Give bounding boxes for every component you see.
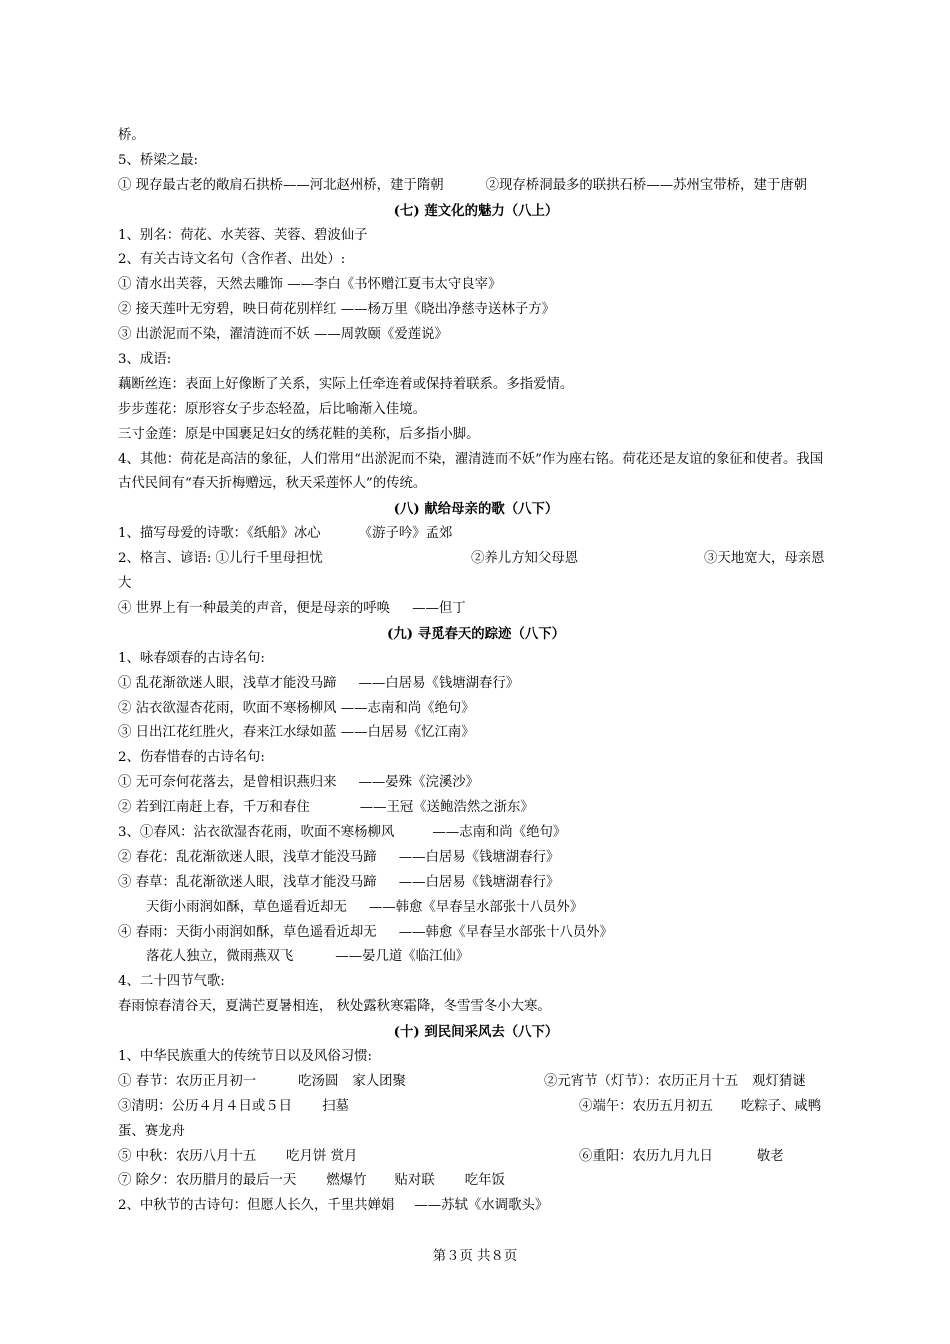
text-segment: ① 乱花渐欲迷人眼，浅草才能没马蹄 (118, 675, 337, 691)
text-line (118, 174, 834, 199)
text-line (118, 896, 834, 921)
text-segment: ——苏轼《水调歌头》 (414, 1198, 549, 1214)
text-segment: ——白居易《钱塘湖春行》 (358, 675, 520, 691)
text-segment: ③清明：公历４月４日或５日 (118, 1098, 293, 1114)
text-segment: ——韩愈《早春呈水部张十八员外》 (368, 899, 584, 915)
text-line (118, 846, 834, 871)
text-line (118, 921, 834, 946)
text-segment: 2、中秋节的古诗句：但愿人长久，千里共婵娟 (118, 1198, 395, 1214)
text-line (118, 796, 834, 821)
text-line: 3、成语: (118, 352, 172, 368)
text-segment: 3、①春风：沾衣欲湿杏花雨，吹面不寒杨柳风 (118, 824, 395, 840)
text-line: 春雨惊春清谷天，夏满芒夏暑相连， 秋处露秋寒霜降，冬雪雪冬小大寒。 (118, 999, 551, 1015)
text-segment (579, 1145, 784, 1170)
text-segment: ——白居易《钱塘湖春行》 (398, 874, 560, 890)
section-heading-10: (十) 到民间采风去（八下） (393, 1024, 559, 1041)
text-segment: 天街小雨润如酥，草色遥看近却无 (146, 899, 347, 915)
text-segment: 观灯猜谜 (752, 1073, 806, 1089)
text-segment (544, 1070, 806, 1095)
text-segment: ②元宵节（灯节）：农历正月十五 (544, 1073, 739, 1089)
text-segment: ——志南和尚《绝句》 (432, 824, 567, 840)
text-segment: 吃月饼 赏月 (286, 1148, 358, 1164)
text-segment: ——白居易《钱塘湖春行》 (398, 849, 560, 865)
text-segment: ① 无可奈何花落去，是曾相识燕归来 (118, 775, 337, 791)
text-line (118, 821, 834, 846)
text-segment: 燃爆竹 (326, 1173, 367, 1189)
text-segment (118, 1070, 544, 1095)
text-line (118, 1194, 834, 1219)
text-segment: ① 现存最古老的敞肩石拱桥——河北赵州桥，建于隋朝 (118, 177, 444, 193)
text-line (118, 672, 834, 697)
section-heading-7: (七) 莲文化的魅力（八上） (393, 202, 559, 219)
text-segment (579, 1095, 821, 1120)
text-segment: ②养儿方知父母恩 (471, 551, 579, 567)
text-segment: ——晏几道《临江仙》 (335, 949, 470, 965)
text-segment: 敬老 (756, 1148, 784, 1164)
text-segment: ⑦ 除夕：农历腊月的最后一天 (118, 1173, 297, 1189)
text-segment: ④ 春雨：天街小雨润如酥，草色遥看近却无 (118, 924, 377, 940)
text-line: 1、中华民族重大的传统节日以及风俗习惯: (118, 1048, 373, 1064)
page-footer: 第３页 共８页 (432, 1249, 518, 1264)
text-segment: ② 若到江南赶上春，千万和春住 (118, 800, 310, 816)
text-segment: 扫墓 (322, 1098, 349, 1114)
text-segment (118, 1095, 579, 1120)
text-line (118, 522, 834, 547)
text-line: 5、桥梁之最: (118, 152, 198, 168)
text-line: 藕断丝连：表面上好像断了关系，实际上任牵连着或保持着联系。多指爱情。 (118, 376, 574, 392)
text-segment: 《游子吟》孟郊 (358, 526, 453, 542)
text-segment: 2、格言、谚语: ①儿行千里母担忧 (118, 551, 323, 567)
text-segment: ——晏殊《浣溪沙》 (358, 775, 480, 791)
text-line (118, 1095, 834, 1120)
text-segment: 1、描写母爱的诗歌：《纸船》冰心 (118, 526, 321, 542)
text-paragraph: 4、其他：荷花是高洁的象征，人们常用“出淤泥而不染，濯清涟而不妖”作为座右铭。荷花还是友谊的象征和使者。我国古代民间有“春天折梅赠远，秋天采莲怀人”的传统。 (118, 451, 824, 492)
text-segment: ④端午：农历五月初五 (579, 1098, 713, 1114)
text-segment (118, 1145, 579, 1170)
text-line: ① 清水出芙蓉，天然去雕饰 ——李白《书怀赠江夏韦太守良宰》 (118, 277, 502, 293)
text-segment: 贴对联 (394, 1173, 435, 1189)
text-line: 2、有关古诗文名句（含作者、出处）: (118, 252, 346, 268)
text-segment: 吃粽子、咸鸭 (740, 1098, 822, 1114)
text-line (118, 945, 834, 970)
text-segment: ⑥重阳：农历九月九日 (579, 1148, 713, 1164)
text-line: ③ 日出江花红胜火，春来江水绿如蓝 ——白居易《忆江南》 (118, 725, 475, 741)
text-line: ② 接天莲叶无穷碧，映日荷花别样红 ——杨万里《晓出净慈寺送林子方》 (118, 302, 556, 318)
text-segment: ②现存桥洞最多的联拱石桥——苏州宝带桥，建于唐朝 (485, 177, 808, 193)
text-line: 2、伤春惜春的古诗名句: (118, 750, 265, 766)
text-line (118, 1145, 834, 1170)
text-line (118, 1070, 834, 1095)
text-line (118, 771, 834, 796)
text-line: ② 沾衣欲湿杏花雨，吹面不寒杨柳风 ——志南和尚《绝句》 (118, 700, 475, 716)
text-line: 4、二十四节气歌: (118, 974, 225, 990)
text-segment: ① 春节：农历正月初一 (118, 1073, 257, 1089)
text-segment: 吃年饭 (464, 1173, 505, 1189)
text-line: 桥。 (118, 128, 145, 143)
section-heading-9: (九) 寻觅春天的踪迹（八下） (386, 625, 566, 642)
text-line (118, 597, 834, 622)
text-segment: 吃汤圆 (298, 1073, 339, 1089)
text-line (118, 547, 834, 572)
text-line: 步步莲花：原形容女子步态轻盈，后比喻渐入佳境。 (118, 401, 426, 417)
text-line: 蛋、赛龙舟 (118, 1123, 185, 1139)
text-segment: ③ 春草：乱花渐欲迷人眼，浅草才能没马蹄 (118, 874, 377, 890)
text-line: ③ 出淤泥而不染，濯清涟而不妖 ——周敦颐《爱莲说》 (118, 327, 448, 343)
text-segment: ④ 世界上有一种最美的声音，便是母亲的呼唤 (118, 600, 391, 616)
section-heading-8: (八) 献给母亲的歌（八下） (393, 501, 559, 518)
text-line (118, 1169, 834, 1194)
text-segment: ——但丁 (412, 600, 466, 616)
text-line (118, 871, 834, 896)
text-line: 三寸金莲：原是中国裹足妇女的绣花鞋的美称，后多指小脚。 (118, 426, 480, 442)
text-segment: 家人团聚 (352, 1073, 406, 1089)
text-segment: ② 春花：乱花渐欲迷人眼，浅草才能没马蹄 (118, 849, 377, 865)
text-segment: 落花人独立，微雨燕双飞 (146, 949, 294, 965)
text-segment: ⑤ 中秋：农历八月十五 (118, 1148, 257, 1164)
text-line: 1、别名：荷花、水芙蓉、芙蓉、碧波仙子 (118, 227, 368, 243)
text-segment: ——王冠《送鲍浩然之浙东》 (359, 800, 534, 816)
document-body (118, 124, 834, 1219)
text-segment: ③天地宽大，母亲恩 (704, 551, 825, 567)
text-segment: ——韩愈《早春呈水部张十八员外》 (398, 924, 613, 940)
text-line: 大 (118, 576, 132, 592)
text-line: 1、咏春颂春的古诗名句: (118, 650, 265, 666)
